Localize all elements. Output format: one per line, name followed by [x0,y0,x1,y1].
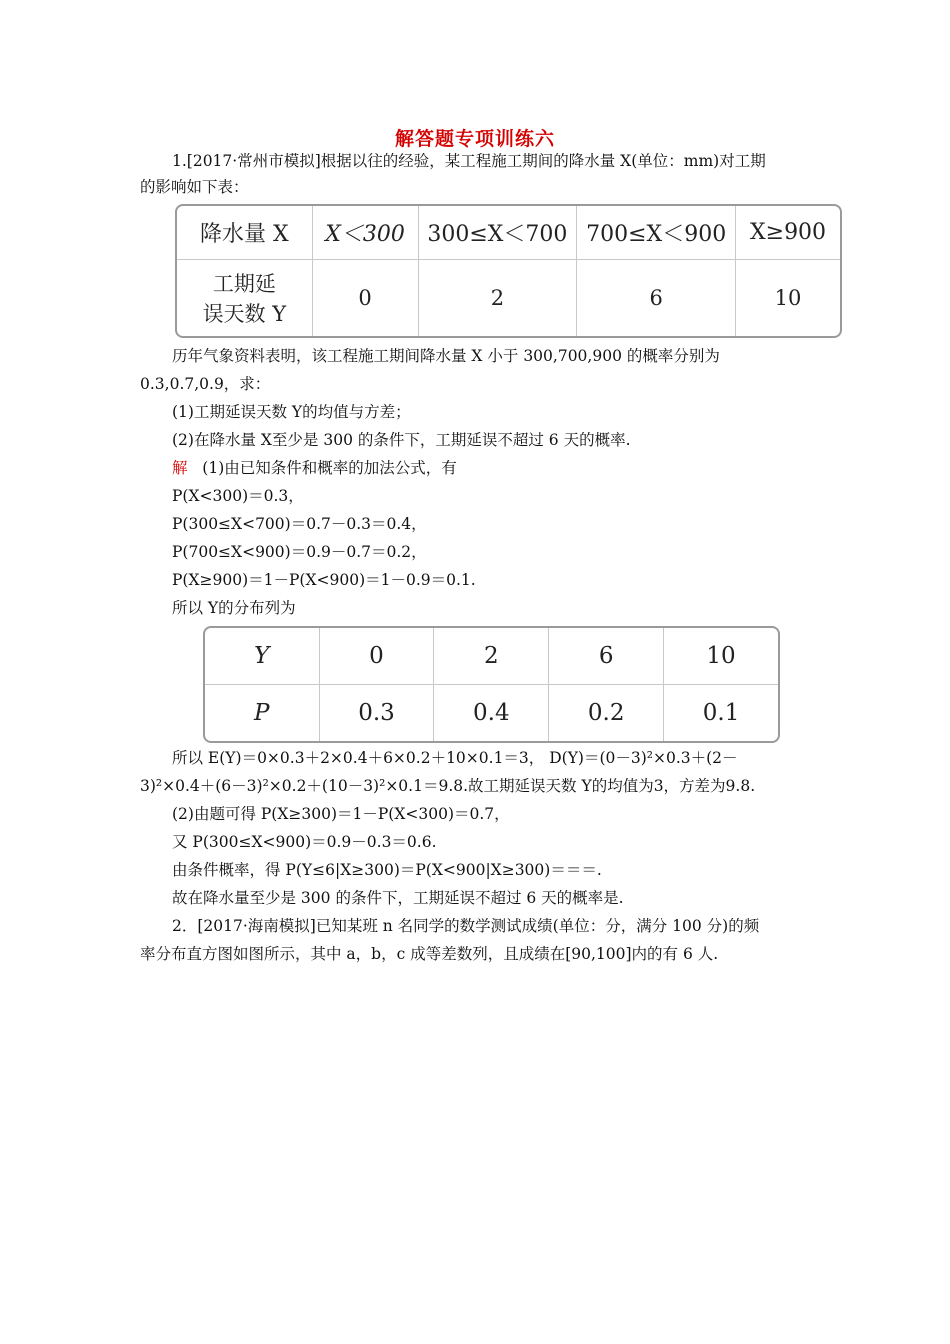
table2-cell: P [205,685,320,741]
table1-header-cell: X＜300 [313,206,419,260]
distribution-intro: 所以 Y的分布列为 [172,599,296,617]
q1-part-1: (1)工期延误天数 Y的均值与方差； [172,403,411,421]
part2-solution-line-2: 又 P(300≤X<900)＝0.9－0.3＝0.6. [172,833,437,851]
q1-intro-line-2: 的影响如下表： [140,178,249,196]
prob-line-4: P(X≥900)＝1－P(X<900)＝1－0.9＝0.1. [172,571,476,589]
table1-row-label-line: 工期延 [212,272,276,296]
table2-cell: 10 [664,628,778,685]
part2-solution-line-4: 故在降水量至少是 300 的条件下，工期延误不超过 6 天的概率是. [172,889,624,907]
q1-part-2: (2)在降水量 X至少是 300 的条件下，工期延误不超过 6 天的概率. [172,431,631,449]
q1-after-line-2: 0.3,0.7,0.9，求： [140,375,271,393]
table1-header-cell: 700≤X＜900 [577,206,736,260]
solution-label: 解 [172,459,188,477]
table2-cell: 2 [434,628,549,685]
solution-text: (1)由已知条件和概率的加法公式，有 [202,459,457,477]
table2-cell: Y [205,628,320,685]
expectation-line-1: 所以 E(Y)＝0×0.3＋2×0.4＋6×0.2＋10×0.1＝3， D(Y)＝(0－3)²×0.3＋(2－ [172,749,738,767]
table2-cell: 0.2 [549,685,664,741]
q1-after-line-1: 历年气象资料表明，该工程施工期间降水量 X 小于 300,700,900 的概率分别为 [172,347,720,365]
prob-line-2: P(300≤X<700)＝0.7－0.3＝0.4， [172,515,427,533]
solution-line-1 [172,458,457,478]
q2-line-1: 2．[2017·海南模拟]已知某班 n 名同学的数学测试成绩(单位：分，满分 100 分)的频 [172,917,760,935]
table2-cell: 0.4 [434,685,549,741]
q1-intro-line-1: 1.[2017·常州市模拟]根据以往的经验，某工程施工期间的降水量 X(单位：mm)对工期 [172,152,766,170]
part2-solution-line-1: (2)由题可得 P(X≥300)＝1－P(X<300)＝0.7， [172,805,510,823]
table1-value-cell: 2 [419,260,578,336]
distribution-table [203,626,780,743]
table1-row-label [177,260,313,336]
q2-line-2: 率分布直方图如图所示，其中 a，b，c 成等差数列，且成绩在[90,100]内的有 6 人. [140,945,719,963]
page-title: 解答题专项训练六 [394,128,555,150]
table1-header-cell: X≥900 [736,206,840,260]
prob-line-3: P(700≤X<900)＝0.9－0.7＝0.2， [172,543,427,561]
table1-value-cell: 6 [577,260,736,336]
table1-row-label-line: 误天数 Y [202,302,287,326]
table1-header-cell: 降水量 X [177,206,313,260]
prob-line-1: P(X<300)＝0.3， [172,487,304,505]
table2-cell: 0 [320,628,435,685]
table1-value-cell: 0 [313,260,419,336]
table1-header-cell: 300≤X＜700 [419,206,578,260]
part2-solution-line-3: 由条件概率，得 P(Y≤6|X≥300)＝P(X<900|X≥300)＝＝＝. [172,861,602,879]
table1-value-cell: 10 [774,286,802,310]
table2-cell: 6 [549,628,664,685]
table2-cell: 0.1 [702,700,740,726]
rainfall-delay-table [175,204,842,338]
table2-cell: 0.3 [320,685,435,741]
expectation-line-2: 3)²×0.4＋(6－3)²×0.2＋(10－3)²×0.1＝9.8.故工期延误天数 Y的均值为3，方差为9.8. [140,777,756,795]
